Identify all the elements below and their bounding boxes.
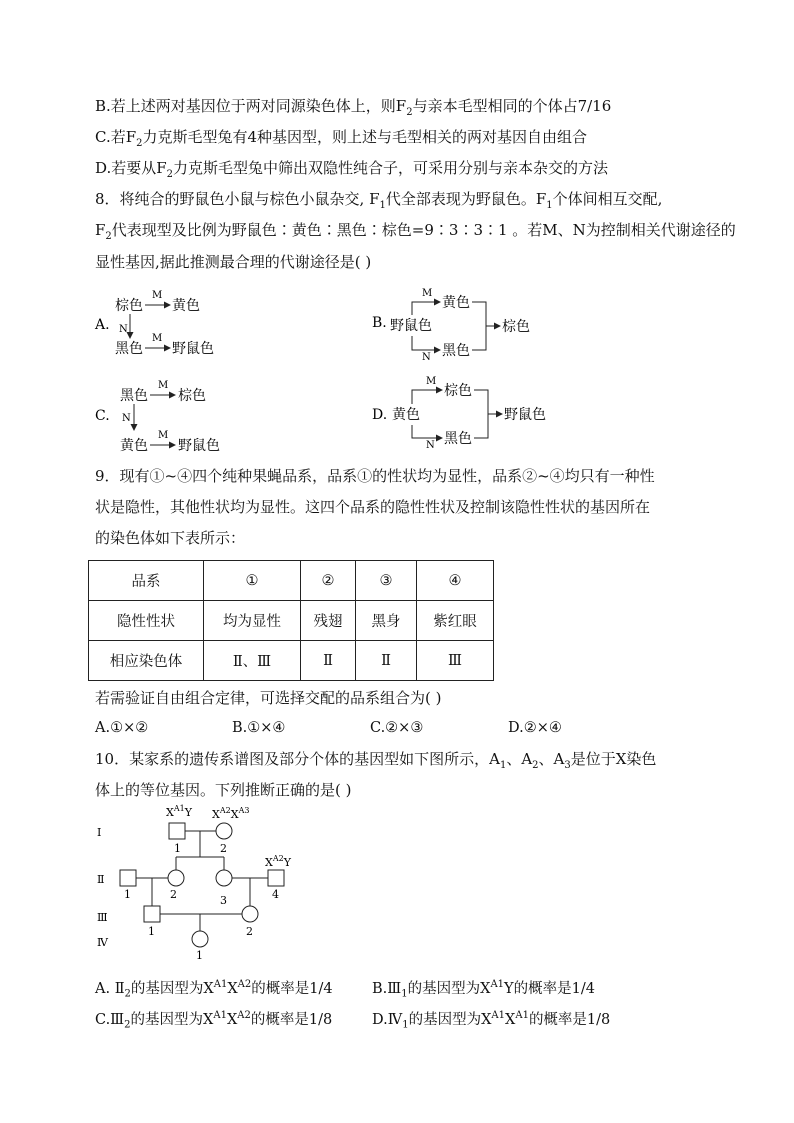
table-cell: ① [204, 561, 301, 601]
female-symbol [168, 870, 184, 886]
q10-line-1: 10．某家系的遗传系谱图及部分个体的基因型如下图所示，$A_1$、$A_2$、$A_3$是位于X染色 [95, 750, 657, 771]
option-label: B. [372, 315, 387, 331]
q8-option-d-diagram [372, 376, 546, 451]
node-label: 野鼠色 [390, 318, 432, 334]
q8-option-c-diagram [95, 380, 220, 454]
gene-label: N [422, 352, 431, 363]
q9-option-d: D.②×④ [508, 720, 562, 736]
q8-line-2: $F_2$代表现型及比例为野鼠色∶黄色∶黑色∶棕色=9∶3∶3∶1 。若M、N为控制相关代谢途径的 [95, 221, 736, 242]
table-cell: 残翅 [301, 601, 356, 641]
table-cell: Ⅱ、Ⅲ [204, 641, 301, 681]
option-label: C. [95, 408, 110, 424]
node-label: 棕色 [178, 388, 206, 404]
gene-label: M [152, 333, 163, 344]
generation-label: Ⅲ [97, 911, 108, 924]
female-symbol [192, 931, 208, 947]
node-label: 野鼠色 [172, 341, 214, 357]
table-row [89, 641, 494, 681]
gene-label: M [158, 430, 169, 441]
q8-line-3: 显性基因,据此推测最合理的代谢途径是( ) [95, 253, 372, 271]
individual-number: 2 [170, 888, 177, 901]
gene-label: N [119, 324, 128, 335]
pedigree-chart [0, 800, 794, 960]
generation-label: Ⅳ [97, 936, 108, 949]
gene-label: N [122, 413, 131, 424]
table-cell: ② [301, 561, 356, 601]
table-cell: ④ [417, 561, 494, 601]
table-cell: 紫红眼 [417, 601, 494, 641]
q10-option-b: $B.Ⅲ_1$的基因型为$X^{A1}Y$的概率是1/4 [372, 979, 595, 1000]
q7-option-d: D.若要从$F_2$力克斯毛型兔中筛出双隐性纯合子，可采用分别与亲本杂交的方法 [95, 159, 609, 180]
table-cell: Ⅱ [356, 641, 417, 681]
q9-option-c: C.②×③ [370, 720, 424, 736]
female-symbol [242, 906, 258, 922]
node-label: 黄色 [172, 298, 200, 314]
q10-option-c: $C.Ⅲ_2$的基因型为$X^{A1}X^{A2}$的概率是1/8 [95, 1010, 333, 1031]
node-label: 棕色 [444, 383, 472, 399]
node-label: 黄色 [392, 407, 420, 423]
genotype-label: $X^{A2}Y$ [265, 854, 291, 869]
individual-number: 1 [124, 888, 131, 901]
node-label: 黑色 [115, 341, 143, 357]
q10-option-d: $D.Ⅳ_1$的基因型为$X^{A1}X^{A1}$的概率是1/8 [372, 1010, 611, 1031]
table-cell: 品系 [89, 561, 204, 601]
node-label: 黑色 [442, 343, 470, 359]
q7-option-b: B.若上述两对基因位于两对同源染色体上，则$F_2$与亲本毛型相同的个体占7/16 [95, 97, 612, 118]
q8-option-a-diagram [94, 290, 214, 357]
q9-option-b: B.①×④ [232, 720, 286, 736]
q9-line-4: 若需验证自由组合定律，可选择交配的品系组合为( ) [95, 689, 442, 707]
individual-number: 1 [174, 842, 181, 855]
q8-line-1: 8．将纯合的野鼠色小鼠与棕色小鼠杂交, $F_1$代全部表现为野鼠色。$F_1$个体间相互交配, [95, 190, 663, 211]
node-label: 野鼠色 [178, 438, 220, 454]
gene-label: M [158, 380, 169, 391]
gene-label: N [426, 440, 435, 451]
node-label: 野鼠色 [504, 407, 546, 423]
table-cell: 相应染色体 [89, 641, 204, 681]
q9-line-2: 状是隐性，其他性状均为显性。这四个品系的隐性性状及控制该隐性性状的基因所在 [95, 498, 651, 516]
individual-number: 4 [272, 888, 279, 901]
q8-pathway-diagrams [0, 280, 794, 470]
node-label: 黑色 [444, 431, 472, 447]
individual-number: 1 [196, 949, 203, 960]
gene-label: M [152, 290, 163, 301]
individual-number: 2 [220, 842, 227, 855]
male-symbol [144, 906, 160, 922]
table-cell: 隐性性状 [89, 601, 204, 641]
table-row [89, 561, 494, 601]
node-label: 棕色 [115, 298, 143, 314]
option-label: A. [95, 317, 110, 333]
q9-option-a: A.①×② [95, 720, 149, 736]
q9-line-3: 的染色体如下表所示： [95, 529, 246, 547]
table-cell: Ⅱ [301, 641, 356, 681]
gene-label: M [422, 288, 433, 299]
table-row [89, 601, 494, 641]
female-symbol [216, 870, 232, 886]
q9-line-1: 9．现有①~④四个纯种果蝇品系，品系①的性状均为显性，品系②~④均只有一种性 [95, 467, 655, 485]
individual-number: 3 [220, 894, 227, 907]
table-cell: Ⅲ [417, 641, 494, 681]
generation-label: Ⅰ [97, 826, 102, 839]
q7-option-c: C.若$F_2$力克斯毛型兔有4种基因型，则上述与毛型相关的两对基因自由组合 [95, 128, 588, 149]
node-label: 棕色 [502, 319, 530, 335]
node-label: 黄色 [442, 295, 470, 311]
individual-number: 1 [148, 925, 155, 938]
genotype-label: $X^{A1}Y$ [166, 804, 192, 819]
node-label: 黑色 [120, 388, 148, 404]
q10-option-a: A. $Ⅱ_2$的基因型为$X^{A1}X^{A2}$的概率是1/4 [95, 979, 333, 1000]
option-label: D. [372, 407, 388, 423]
strain-table [88, 560, 494, 681]
table-cell: ③ [356, 561, 417, 601]
gene-label: M [426, 376, 437, 387]
male-symbol [268, 870, 284, 886]
node-label: 黄色 [120, 438, 148, 454]
q8-option-b-diagram [372, 288, 530, 363]
generation-label: Ⅱ [97, 873, 105, 886]
male-symbol [169, 823, 185, 839]
male-symbol [120, 870, 136, 886]
female-symbol [216, 823, 232, 839]
individual-number: 2 [246, 925, 253, 938]
table-cell: 黑身 [356, 601, 417, 641]
q10-line-2: 体上的等位基因。下列推断正确的是( ) [95, 781, 352, 799]
genotype-label: $X^{A2}X^{A3}$ [212, 806, 250, 821]
table-cell: 均为显性 [204, 601, 301, 641]
